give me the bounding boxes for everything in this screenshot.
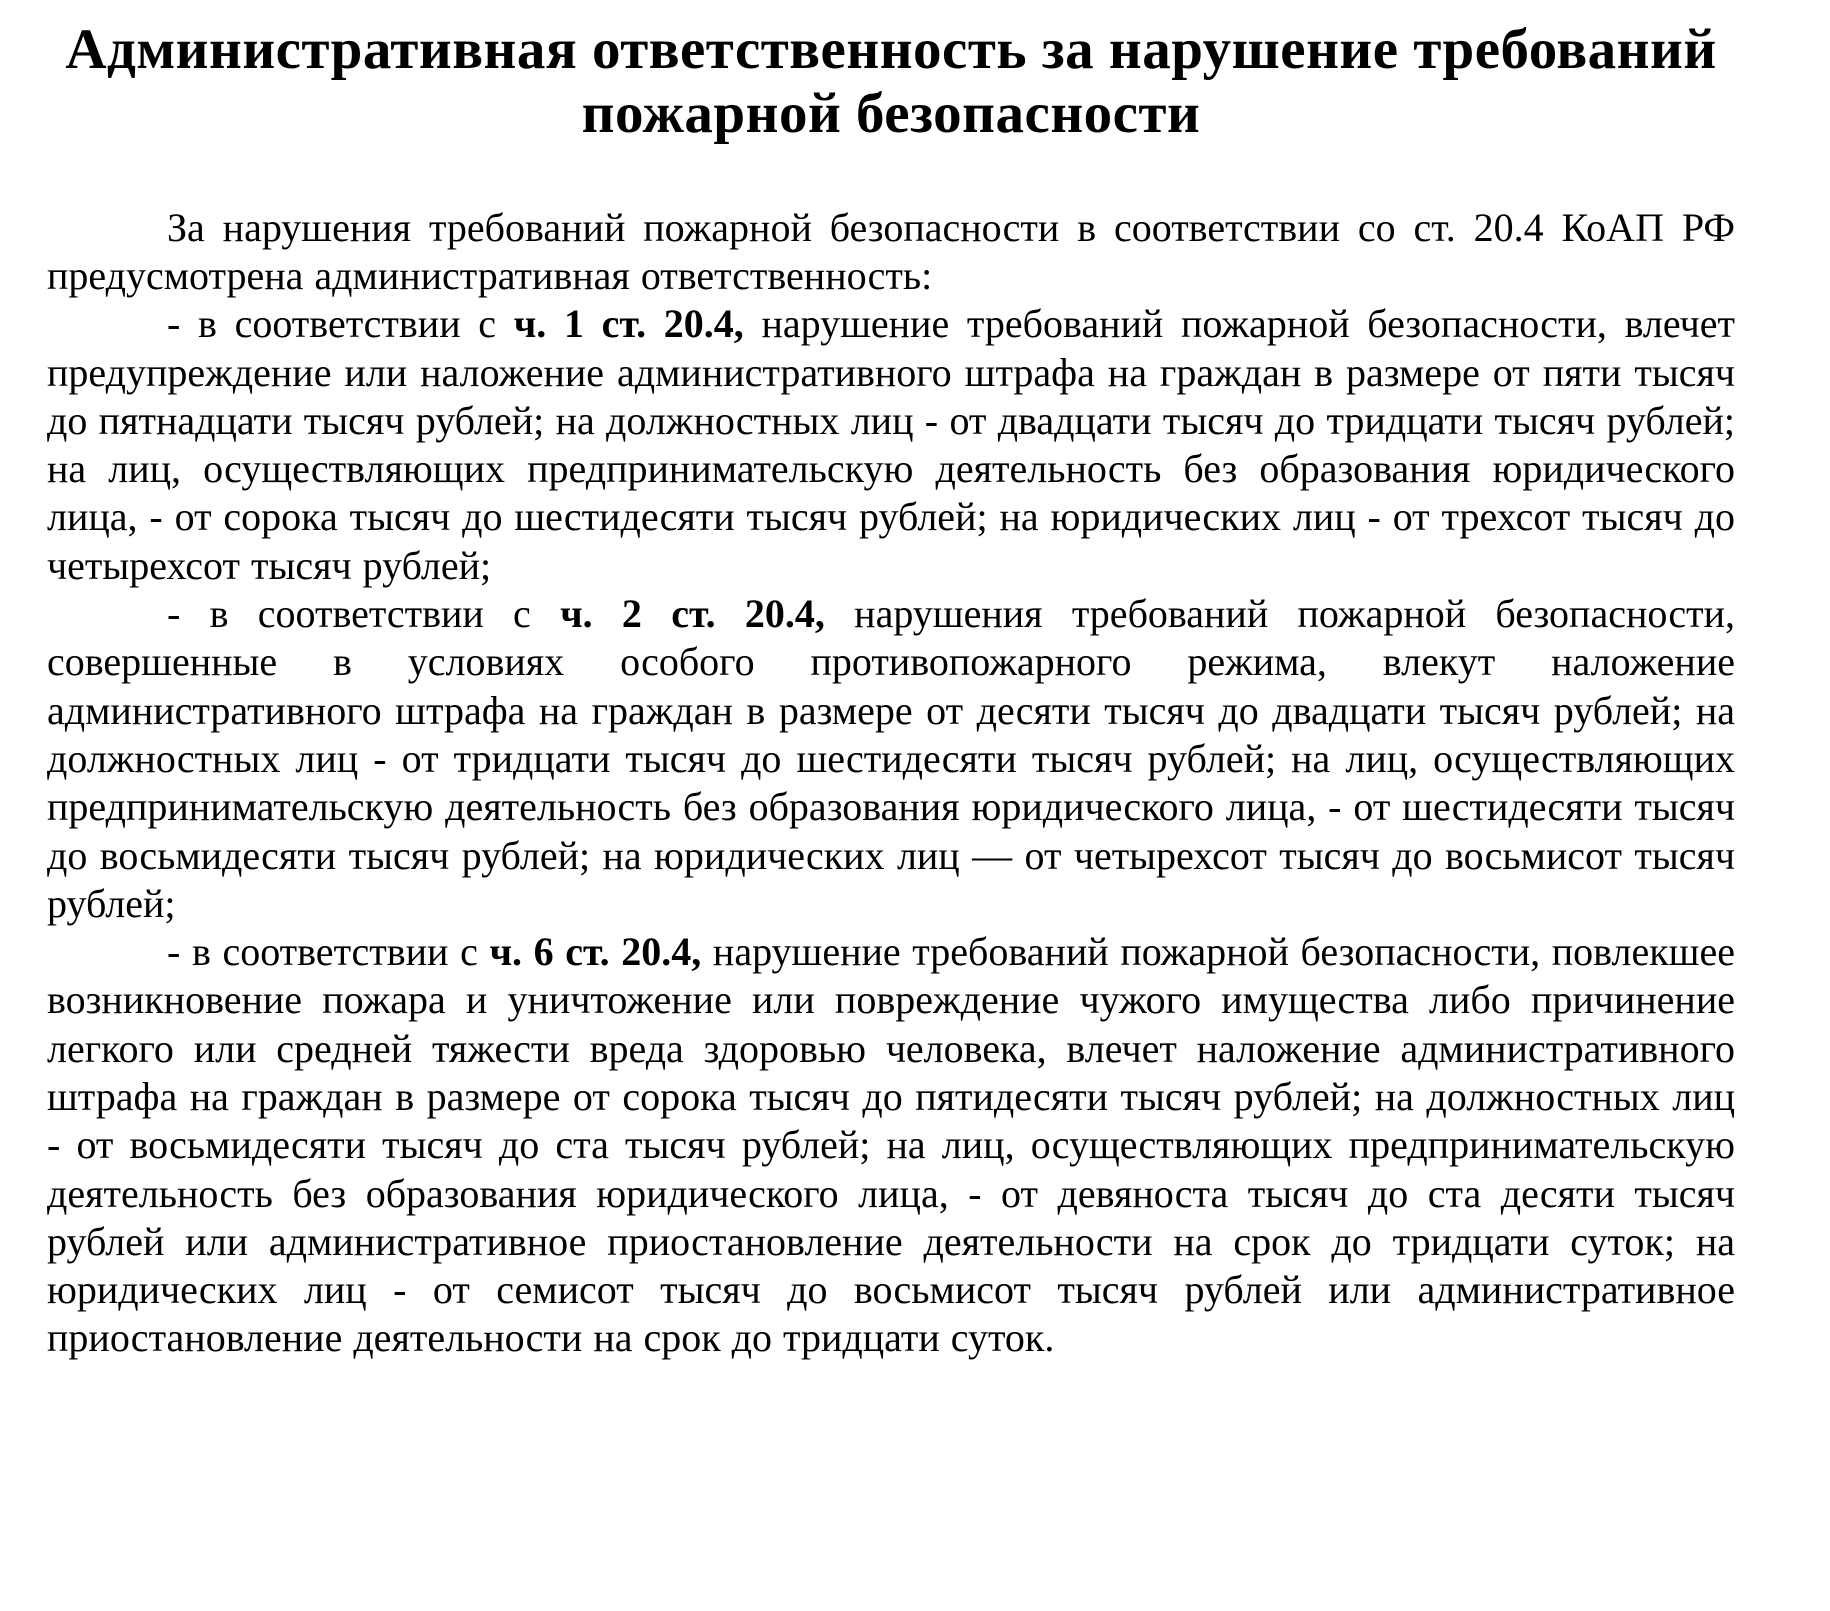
article-reference: ч. 6 ст. 20.4,: [489, 929, 702, 975]
text-run: За нарушения требований пожарной безопасности в соответствии со ст. 20.4 КоАП РФ предусмотрена административная ответственность:: [47, 204, 1735, 298]
text-run: нарушение требований пожарной безопасности, влечет предупреждение или наложение административного штрафа на граждан в размере от пяти тысяч до пятнадцати тысяч рублей; на должностных лиц - от двадцати тысяч до тридцати тысяч рублей; на лиц, осуществляющих предпринимательскую деятельность без образования юридического лица, - от сорока тысяч до шестидесяти тысяч рублей; на юридических лиц - от трехсот тысяч до четырехсот тысяч рублей;: [47, 301, 1736, 588]
paragraph: [47, 300, 1735, 590]
text-run: нарушения требований пожарной безопасности, совершенные в условиях особого противопожарного режима, влекут наложение административного штрафа на граждан в размере от десяти тысяч до двадцати тысяч рублей; на должностных лиц - от тридцати тысяч до шестидесяти тысяч рублей; на лиц, осуществляющих предпринимательскую деятельность без образования юридического лица, - от шестидесяти тысяч до восьмидесяти тысяч рублей; на юридических лиц — от четырехсот тысяч до восьмисот тысяч рублей;: [47, 591, 1736, 926]
document-title: Административная ответственность за нарушение требований пожарной безопасности: [65, 18, 1717, 145]
document-body: [47, 204, 1735, 1363]
paragraph: [47, 204, 1735, 301]
article-reference: ч. 2 ст. 20.4,: [560, 591, 825, 637]
text-run: - в соответствии с: [167, 591, 561, 637]
text-run: нарушение требований пожарной безопасности, повлекшее возникновение пожара и уничтожение или повреждение чужого имущества либо причинение легкого или средней тяжести вреда здоровью человека, влечет наложение административного штрафа на граждан в размере от сорока тысяч до пятидесяти тысяч рублей; на должностных лиц - от восьмидесяти тысяч до ста тысяч рублей; на лиц, осуществляющих предпринимательскую деятельность без образования юридического лица, - от девяноста тысяч до ста десяти тысяч рублей или административное приостановление деятельности на срок до тридцати суток; на юридических лиц - от семисот тысяч до восьмисот тысяч рублей или административное приостановление деятельности на срок до тридцати суток.: [47, 929, 1735, 1361]
article-reference: ч. 1 ст. 20.4,: [513, 301, 744, 347]
text-run: - в соответствии с: [167, 301, 514, 347]
paragraph: [47, 590, 1735, 928]
text-run: - в соответствии с: [167, 929, 490, 975]
paragraph: [47, 928, 1735, 1363]
